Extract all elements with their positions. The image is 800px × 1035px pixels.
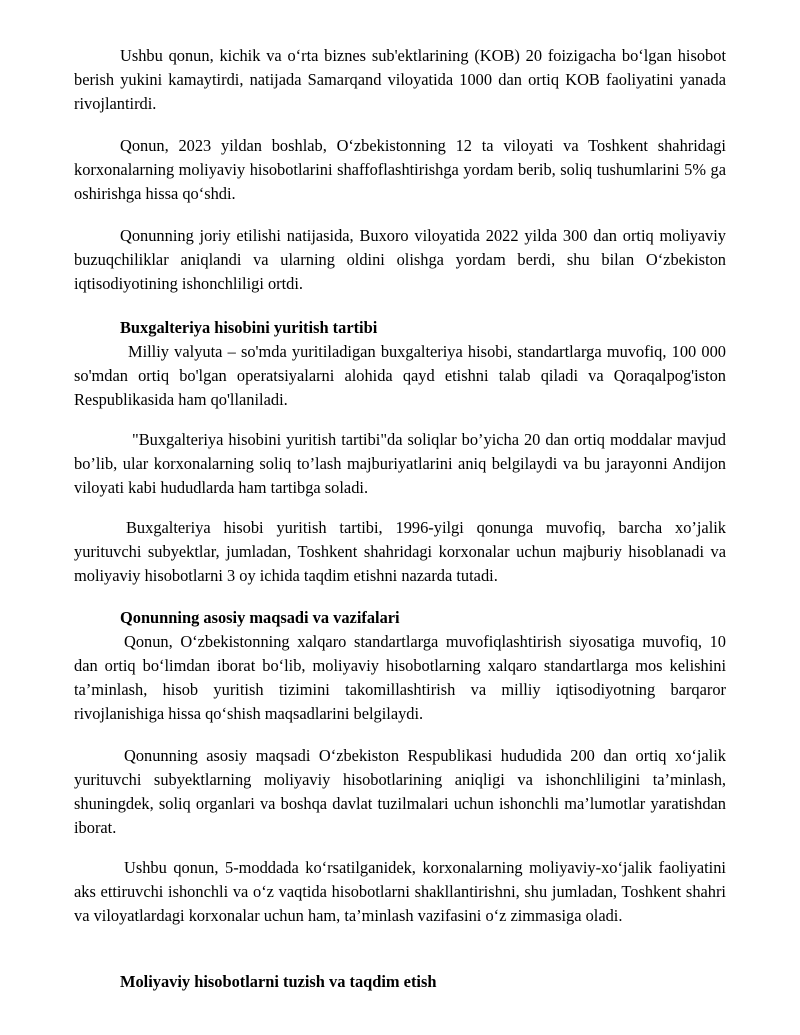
paragraph-kob: Ushbu qonun, kichik va o‘rta biznes sub'ektlarining (KOB) 20 foizigacha bo‘lgan hisobot berish yukini kamaytirdi, natijada Samarqand viloyatida 1000 dan ortiq KOB faoliyatini yanada rivojlantirdi. [74, 46, 726, 113]
paragraph-main-goal: Qonunning asosiy maqsadi O‘zbekiston Respublikasi hududida 200 dan ortiq xo‘jalik yurituvchi subyektlarning moliyaviy hisobotlarining aniqligi va ishonchliligini ta’minlash, shuningdek, soliq organlari va boshqa davlat tuzilmalari uchun ishonchli ma’lumotlar yaratishdan iborat. [74, 746, 726, 837]
heading-financial-reports: Moliyaviy hisobotlarni tuzish va taqdim etish [120, 972, 437, 991]
paragraph-1996-law: Buxgalteriya hisobi yuritish tartibi, 1996-yilgi qonunga muvofiq, barcha xo’jalik yurituvchi subyektlar, jumladan, Toshkent shahridagi korxonalar uchun majburiy hisoblanadi va moliyaviy hisobotlarni 3 oy ichida taqdim etishni nazarda tutadi. [74, 518, 726, 585]
paragraph-bukhara: Qonunning joriy etilishi natijasida, Buxoro viloyatida 2022 yilda 300 dan ortiq moliyaviy buzuqchiliklar aniqlandi va ularning oldini olishga yordam berdi, shu bilan O‘zbekiston iqtisodiyotining ishonchliligi ortdi. [74, 226, 726, 293]
paragraph-national-currency: Milliy valyuta – so'mda yuritiladigan buxgalteriya hisobi, standartlarga muvofiq, 100 000 so'mdan ortiq bo'lgan operatsiyalarni alohida qayd etishni talab qiladi va Qoraqalpog'iston Respublikasida ham qo'llaniladi. [74, 342, 726, 409]
heading-main-purpose: Qonunning asosiy maqsadi va vazifalari [120, 608, 400, 627]
paragraph-international-standards: Qonun, O‘zbekistonning xalqaro standartlarga muvofiqlashtirish siyosatiga muvofiq, 10 dan ortiq bo‘limdan iborat bo‘lib, moliyaviy hisobotlarning xalqaro standartlarga mos kelishini ta’minlash, hisob yuritish tizimini takomillashtirish va milliy iqtisodiyotning barqaror rivojlanishiga hissa qo‘shish maqsadlarini belgilaydi. [74, 632, 726, 723]
paragraph-transparency: Qonun, 2023 yildan boshlab, O‘zbekistonning 12 ta viloyati va Toshkent shahridagi korxonalarning moliyaviy hisobotlarini shaffoflashtirishga yordam berib, soliq tushumlarini 5% ga oshirishga hissa qo‘shdi. [74, 136, 726, 203]
paragraph-article-5: Ushbu qonun, 5-moddada ko‘rsatilganidek, korxonalarning moliyaviy-xo‘jalik faoliyatini aks ettiruvchi ishonchli va o‘z vaqtida hisobotlarni shakllantirishni, shu jumladan, Toshkent shahri va viloyatlardagi korxonalar uchun ham, ta’minlash vazifasini o‘z zimmasiga oladi. [74, 858, 726, 925]
paragraph-tax-articles: "Buxgalteriya hisobini yuritish tartibi"da soliqlar bo’yicha 20 dan ortiq moddalar mavjud bo’lib, ular korxonalarning soliq to’lash majburiyatlarini aniq belgilaydi va bu jarayonni Andijon viloyati kabi hududlarda ham tartibga soladi. [74, 430, 726, 497]
heading-accounting-procedure: Buxgalteriya hisobini yuritish tartibi [120, 318, 378, 337]
